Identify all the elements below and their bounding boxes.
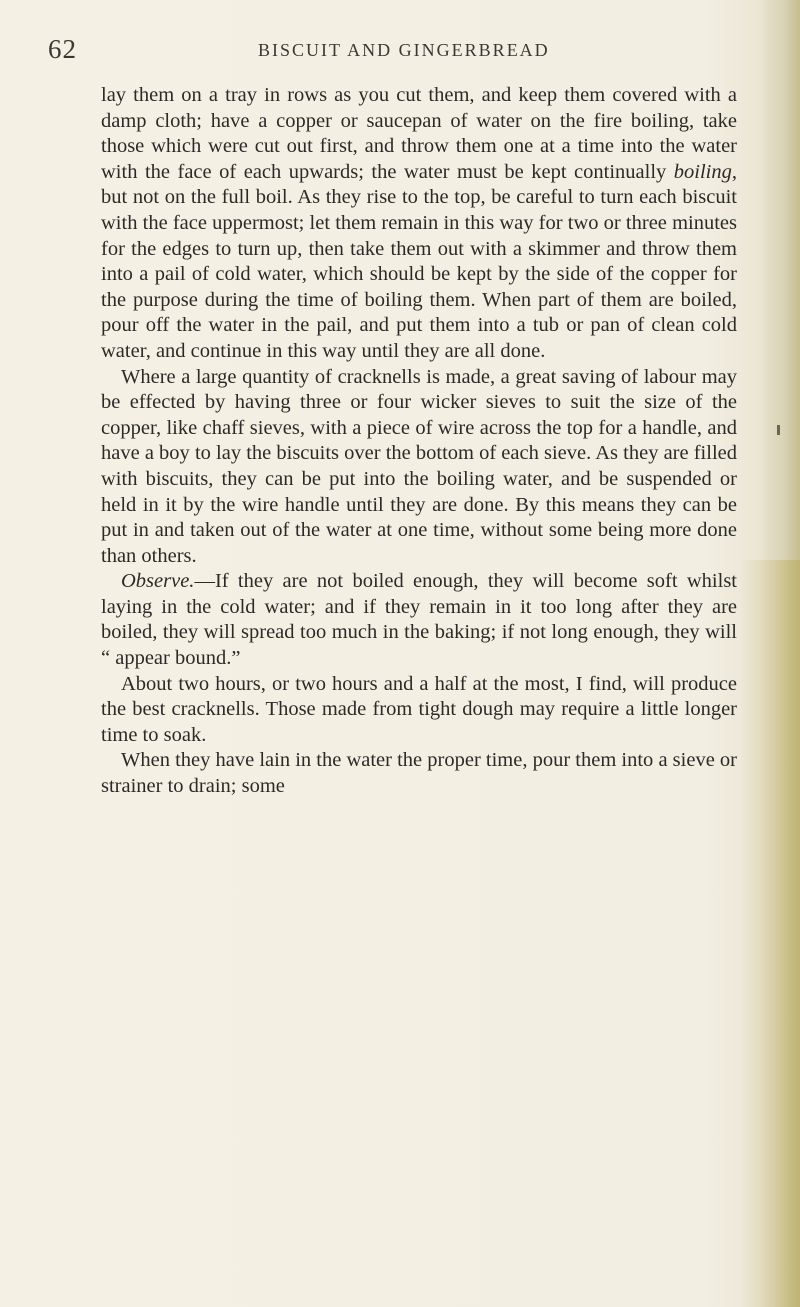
paragraph-1-text: lay them on a tray in rows as you cut them, and keep them covered with a damp cloth; have a copper or saucepan of water on the fire boiling, take those which were cut out first, and throw them one at a time into the water with the face of each upwards; the water must be kept continually xyxy=(101,84,737,183)
running-head xyxy=(48,34,748,70)
page-number: 62 xyxy=(48,34,77,64)
page-edge-stain-lower xyxy=(740,560,800,1307)
paragraph-1 xyxy=(101,83,737,365)
paragraph-5: When they have lain in the water the proper time, pour them into a sieve or strainer to drain; some xyxy=(101,749,737,798)
paragraph-2: Where a large quantity of cracknells is made, a great saving of labour may be effected by having three or four wicker sieves to suit the size of the copper, like chaff sieves, with a piece of wire across the top for a handle, and have a boy to lay the biscuits over the bottom of each sieve. As they are filled with biscuits, they can be put into the boiling water, and be suspended or held in it by the wire handle until they are done. By this means they can be put in and taken out of the water at one time, without some being more done than others. xyxy=(101,365,737,567)
paragraph-1-rest: , but not on the full boil. As they rise to the top, be careful to turn each biscuit with the face uppermost; let them remain in this way for two or three minutes for the edges to turn up, then take them out with a skimmer and throw them into a pail of cold water, which should be kept by the side of the copper for the purpose during the time of boiling them. When part of them are boiled, pour off the water in the pail, and put them into a tub or pan of clean cold water, and continue in this way until they are all done. xyxy=(101,160,737,362)
paragraph-1-italic: boiling xyxy=(673,160,732,183)
paragraph-4: About two hours, or two hours and a half at the most, I find, will produce the best cracknells. Those made from tight dough may require a little longer time to soak. xyxy=(101,672,737,746)
body-text xyxy=(101,83,737,800)
margin-mark xyxy=(777,425,780,435)
paragraph-3-italic: Observe. xyxy=(121,570,195,593)
paragraph-3 xyxy=(101,569,737,671)
paragraph-3-text: —If they are not boiled enough, they will become soft whilst laying in the cold water; and if they remain in it too long after they are boiled, they will spread too much in the baking; if not long enough, they will “ appear bound.” xyxy=(101,570,737,670)
running-title: BISCUIT AND GINGERBREAD xyxy=(258,40,550,60)
